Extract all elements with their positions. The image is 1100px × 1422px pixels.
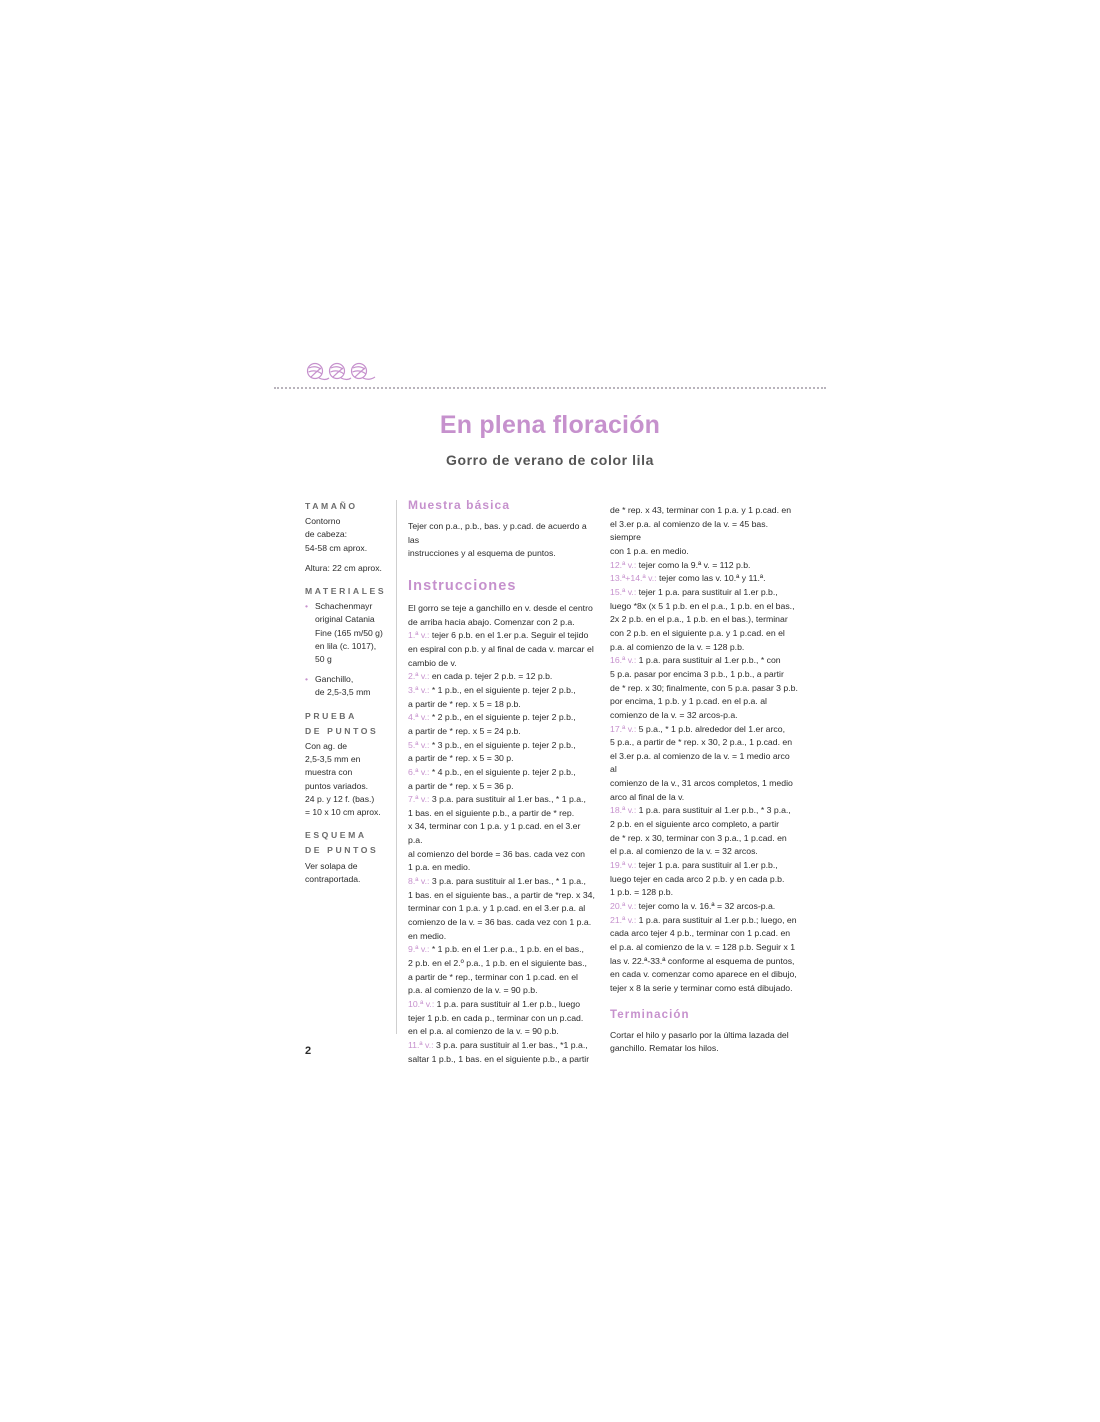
material-line: Schachenmayr: [315, 601, 373, 612]
round-text: * 3 p.b., en el siguiente p. tejer 2 p.b.,: [429, 739, 576, 750]
material-line: de 2,5-3,5 mm: [315, 687, 371, 698]
instruction-line: [610, 641, 798, 655]
round-text: 2 p.b. en el 2.º p.a., 1 p.b. en el siguiente bas.,: [408, 958, 587, 969]
instruction-line: [610, 654, 798, 668]
round-text: tejer 1 p.a. para sustituir al 1.er p.b.,: [636, 860, 778, 871]
finishing-line: Cortar el hilo y pasarlo por la última lazada del: [610, 1029, 789, 1040]
instruction-line: [610, 914, 798, 928]
round-label: 16.ª v.:: [610, 655, 637, 666]
instruction-line: [408, 616, 596, 630]
instruction-line: [610, 545, 798, 559]
instruction-line: [408, 807, 596, 821]
instruction-line: [610, 900, 798, 914]
instruction-line: [610, 723, 798, 737]
round-text: comienzo de la v., 31 arcos completos, 1 medio: [610, 778, 793, 789]
instruction-line: [610, 627, 798, 641]
instruction-line: [610, 736, 798, 750]
instruction-line: [408, 998, 596, 1012]
instruction-line: [408, 657, 596, 671]
round-text: 1 p.a. para sustituir al 1.er p.b., luego: [434, 999, 581, 1009]
materials-label: MATERIALES: [305, 586, 387, 597]
round-label: 8.ª v.:: [408, 876, 430, 887]
round-label: 21.ª v.:: [610, 914, 637, 925]
round-text: 3 p.a. para sustituir al 1.er bas., * 1 p.a.,: [429, 876, 586, 887]
instruction-line: [610, 682, 798, 696]
instruction-line: [610, 873, 798, 887]
round-text: 2x 2 p.b. en el p.a., 1 p.b. en el bas.), terminar: [610, 614, 788, 625]
gauge-line: puntos variados.: [305, 780, 369, 791]
round-text: 3 p.a. para sustituir al 1.er bas., * 1 p.a.,: [429, 794, 586, 805]
round-text: las v. 22.ª-33.ª conforme al esquema de puntos,: [610, 955, 795, 966]
round-text: luego *8x (x 5 1 p.b. en el p.a., 1 p.b. en el bas.,: [610, 600, 795, 611]
instruction-line: [408, 971, 596, 985]
instruction-line: [610, 559, 798, 573]
instruction-line: [408, 1012, 596, 1026]
round-text: tejer 6 p.b. en el 1.er p.a. Seguir el tejido: [429, 630, 589, 641]
instruction-line: [610, 845, 798, 859]
gauge-line: 24 p. y 12 f. (bas.): [305, 793, 375, 804]
instruction-line: [408, 766, 596, 780]
round-text: en espiral con p.b. y al final de cada v. marcar el: [408, 643, 594, 654]
instruction-line: [610, 859, 798, 873]
header-divider: [274, 387, 826, 389]
material-item: [305, 673, 395, 699]
round-text: al comienzo del borde = 36 bas. cada vez con: [408, 848, 585, 859]
round-text: luego tejer en cada arco 2 p.b. y en cada p.b.: [610, 873, 785, 884]
page-subtitle: Gorro de verano de color lila: [445, 452, 654, 468]
instruction-line: [610, 886, 798, 900]
round-text: a partir de * rep. x 5 = 36 p.: [408, 780, 514, 791]
round-text: arco al final de la v.: [610, 791, 685, 802]
round-text: saltar 1 p.b., 1 bas. en el siguiente p.b., a partir: [408, 1053, 590, 1064]
round-text: el 3.er p.a. al comienzo de la v. = 45 bas. siempre: [610, 518, 768, 543]
basic-pattern-heading: Muestra básica: [408, 498, 511, 512]
round-text: con 1 p.a. en medio.: [610, 545, 689, 556]
instruction-line: [408, 957, 596, 971]
page-number: 2: [305, 1045, 312, 1057]
gauge-line: Con ag. de: [305, 741, 348, 752]
instructions-text: [408, 602, 596, 1066]
instruction-line: [408, 916, 596, 930]
instruction-line: [408, 670, 596, 684]
round-text: de * rep. x 30; finalmente, con 5 p.a. pasar 3 p.b.: [610, 682, 798, 693]
material-line: original Catania: [315, 614, 375, 625]
round-label: 2.ª v.:: [408, 671, 430, 682]
instruction-line: [408, 820, 596, 847]
round-text: * 4 p.b., en el siguiente p. tejer 2 p.b.,: [429, 766, 576, 777]
instruction-line: [610, 818, 798, 832]
round-text: en cada v. comenzar como aparece en el dibujo,: [610, 969, 797, 980]
page-title: En plena floración: [439, 411, 661, 439]
round-label: 15.ª v.:: [610, 586, 637, 597]
round-text: El gorro se teje a ganchillo en v. desde el centro: [408, 602, 593, 613]
instruction-line: [408, 1053, 596, 1067]
round-text: 1 bas. en el siguiente bas., a partir de *rep. x 34,: [408, 889, 595, 900]
instruction-line: [408, 629, 596, 643]
instruction-line: [408, 793, 596, 807]
round-text: p.a. al comienzo de la v. = 128 p.b.: [610, 641, 745, 652]
round-text: de * rep. x 43, terminar con 1 p.a. y 1 p.cad. en: [610, 505, 792, 515]
round-text: de * rep. x 30, terminar con 3 p.a., 1 p.cad. en: [610, 832, 787, 843]
instruction-line: [408, 602, 596, 616]
round-text: 1 p.a. en medio.: [408, 862, 471, 873]
instruction-line: [610, 791, 798, 805]
instructions-heading: Instrucciones: [408, 577, 517, 594]
round-text: el p.a. al comienzo de la v. = 128 p.b. Seguir x 1: [610, 942, 796, 952]
round-text: p.a. al comienzo de la v. = 90 p.b.: [408, 985, 538, 996]
material-item: [305, 600, 395, 666]
round-label: 13.ª+14.ª v.:: [610, 573, 657, 584]
round-label: 3.ª v.:: [408, 684, 430, 695]
round-text: a partir de * rep. x 5 = 18 p.b.: [408, 698, 521, 709]
instruction-line: [408, 739, 596, 753]
instruction-line: [610, 927, 798, 941]
instructions-text-continued: [610, 504, 798, 996]
round-text: 5 p.a., * 1 p.b. alrededor del 1.er arco,: [636, 723, 785, 734]
stitch-chart-line: Ver solapa de: [305, 860, 358, 871]
stitch-chart-label: ESQUEMA: [305, 830, 367, 841]
round-text: 1 p.a. para sustituir al 1.er p.b., * 3 p.a.,: [636, 805, 791, 816]
instruction-line: [408, 930, 596, 944]
instruction-line: [610, 968, 798, 982]
round-text: 1 p.b. = 128 p.b.: [610, 887, 674, 898]
round-text: en medio.: [408, 930, 447, 941]
round-text: tejer x 8 la serie y terminar como está dibujado.: [610, 982, 793, 993]
instruction-line: [408, 848, 596, 862]
round-label: 4.ª v.:: [408, 712, 430, 723]
gauge-label: PRUEBA: [305, 710, 357, 721]
round-label: 6.ª v.:: [408, 766, 430, 777]
gauge-line: = 10 x 10 cm aprox.: [305, 807, 381, 818]
round-text: 5 p.a., a partir de * rep. x 30, 2 p.a., 1 p.cad. en: [610, 737, 793, 748]
instruction-line: [610, 955, 798, 969]
gauge-line: 2,5-3,5 mm en: [305, 754, 361, 765]
round-text: a partir de * rep., terminar con 1 p.cad. en el: [408, 971, 578, 982]
round-text: 2 p.b. en el siguiente arco completo, a partir: [610, 819, 780, 830]
round-text: comienzo de la v. = 36 bas. cada vez con 1 p.a.: [408, 917, 592, 928]
instruction-line: [610, 832, 798, 846]
round-text: 1 p.a. para sustituir al 1.er p.b.; luego, en: [636, 914, 797, 925]
instruction-line: [610, 941, 798, 955]
instruction-line: [610, 600, 798, 614]
instruction-line: [408, 711, 596, 725]
instruction-line: [610, 668, 798, 682]
round-label: 10.ª v.:: [408, 999, 435, 1009]
column-two: [610, 504, 798, 1056]
instruction-line: [408, 861, 596, 875]
size-label: TAMAÑO: [305, 501, 358, 511]
finishing-line: ganchillo. Rematar los hilos.: [610, 1043, 719, 1054]
round-text: en cada p. tejer 2 p.b. = 12 p.b.: [429, 671, 553, 682]
round-text: a partir de * rep. x 5 = 24 p.b.: [408, 725, 521, 736]
instruction-line: [610, 504, 798, 518]
round-text: cada arco tejer 4 p.b., terminar con 1 p.cad. en: [610, 928, 791, 939]
bullet-icon: •: [305, 601, 309, 612]
round-text: en el p.a. al comienzo de la v. = 90 p.b.: [408, 1026, 559, 1037]
instruction-line: [408, 889, 596, 903]
round-label: 19.ª v.:: [610, 860, 637, 871]
round-text: terminar con 1 p.a. y 1 p.cad. en el 3.er p.a. al: [408, 903, 586, 914]
round-text: cambio de v.: [408, 657, 457, 668]
instruction-line: [408, 875, 596, 889]
instruction-line: [408, 984, 596, 998]
round-text: * 1 p.b. en el 1.er p.a., 1 p.b. en el bas.,: [429, 944, 584, 955]
round-text: tejer 1 p.a. para sustituir al 1.er p.b.,: [636, 586, 778, 597]
round-text: con 2 p.b. en el siguiente p.a. y 1 p.cad. en el: [610, 627, 785, 638]
instruction-line: [610, 586, 798, 600]
instruction-line: [408, 1039, 596, 1053]
round-label: 11.ª v.:: [408, 1039, 434, 1050]
round-label: 7.ª v.:: [408, 794, 430, 805]
instruction-line: [408, 943, 596, 957]
size-line: Contorno: [305, 516, 341, 527]
round-text: 1 p.a. para sustituir al 1.er p.b., * con: [636, 655, 781, 666]
instruction-line: [408, 1025, 596, 1039]
material-line: 50 g: [315, 654, 332, 665]
instruction-line: [610, 695, 798, 709]
round-text: el 3.er p.a. al comienzo de la v. = 1 medio arco al: [610, 750, 790, 775]
instruction-line: [408, 752, 596, 766]
bullet-icon: •: [305, 674, 309, 685]
instruction-line: [408, 902, 596, 916]
round-text: 5 p.a. pasar por encima 3 p.b., 1 p.b., a partir: [610, 668, 784, 679]
round-label: 20.ª v.:: [610, 901, 637, 912]
instruction-line: [408, 780, 596, 794]
material-line: Fine (165 m/50 g): [315, 627, 383, 638]
instruction-line: [408, 684, 596, 698]
column-one: [408, 498, 596, 1066]
column-divider: [396, 500, 397, 1034]
stitch-chart-line: contraportada.: [305, 873, 361, 884]
round-label: 5.ª v.:: [408, 739, 430, 750]
instruction-line: [610, 750, 798, 777]
height-line: Altura: 22 cm aprox.: [305, 562, 382, 573]
round-text: x 34, terminar con 1 p.a. y 1 p.cad. en el 3.er p.a.: [408, 821, 581, 846]
basic-pattern-line: instrucciones y al esquema de puntos.: [408, 548, 556, 559]
round-text: * 1 p.b., en el siguiente p. tejer 2 p.b.,: [429, 684, 576, 695]
round-text: el p.a. al comienzo de la v. = 32 arcos.: [610, 846, 758, 857]
round-text: por encima, 1 p.b. y 1 p.cad. en el p.a. al: [610, 696, 767, 707]
gauge-label: DE PUNTOS: [305, 725, 379, 736]
instruction-line: [610, 709, 798, 723]
yarn-balls-icon: [305, 360, 377, 384]
instruction-line: [610, 777, 798, 791]
finishing-heading: Terminación: [610, 1008, 690, 1021]
instruction-line: [408, 698, 596, 712]
round-text: a partir de * rep. x 5 = 30 p.: [408, 753, 514, 764]
round-label: 18.ª v.:: [610, 805, 637, 816]
instruction-line: [408, 643, 596, 657]
round-text: tejer como las v. 10.ª y 11.ª.: [656, 573, 766, 584]
instruction-line: [610, 613, 798, 627]
instruction-line: [610, 518, 798, 545]
round-label: 1.ª v.:: [408, 630, 430, 641]
round-text: * 2 p.b., en el siguiente p. tejer 2 p.b.,: [429, 712, 576, 723]
round-text: 1 bas. en el siguiente p.b., a partir de * rep.: [408, 807, 575, 818]
material-line: en lila (c. 1017),: [315, 640, 377, 651]
sidebar: [305, 500, 395, 886]
round-text: 3 p.a. para sustituir al 1.er bas., *1 p.a.,: [433, 1039, 588, 1050]
round-text: tejer como la 9.ª v. = 112 p.b.: [636, 559, 751, 570]
instruction-line: [408, 725, 596, 739]
material-line: Ganchillo,: [315, 674, 354, 685]
stitch-chart-label: DE PUNTOS: [305, 845, 379, 856]
round-label: 17.ª v.:: [610, 723, 637, 734]
instruction-line: [610, 572, 798, 586]
round-label: 9.ª v.:: [408, 944, 430, 955]
round-text: de arriba hacia abajo. Comenzar con 2 p.a.: [408, 616, 575, 627]
round-text: tejer 1 p.b. en cada p., terminar con un p.cad.: [408, 1012, 584, 1023]
round-text: tejer como la v. 16.ª = 32 arcos-p.a.: [636, 901, 776, 912]
size-line: 54-58 cm aprox.: [305, 542, 368, 553]
gauge-line: muestra con: [305, 767, 353, 778]
instruction-line: [610, 982, 798, 996]
round-label: 12.ª v.:: [610, 559, 637, 570]
size-line: de cabeza:: [305, 529, 348, 540]
round-text: comienzo de la v. = 32 arcos-p.a.: [610, 709, 738, 720]
instruction-line: [610, 804, 798, 818]
basic-pattern-line: Tejer con p.a., p.b., bas. y p.cad. de acuerdo a las: [408, 521, 587, 545]
